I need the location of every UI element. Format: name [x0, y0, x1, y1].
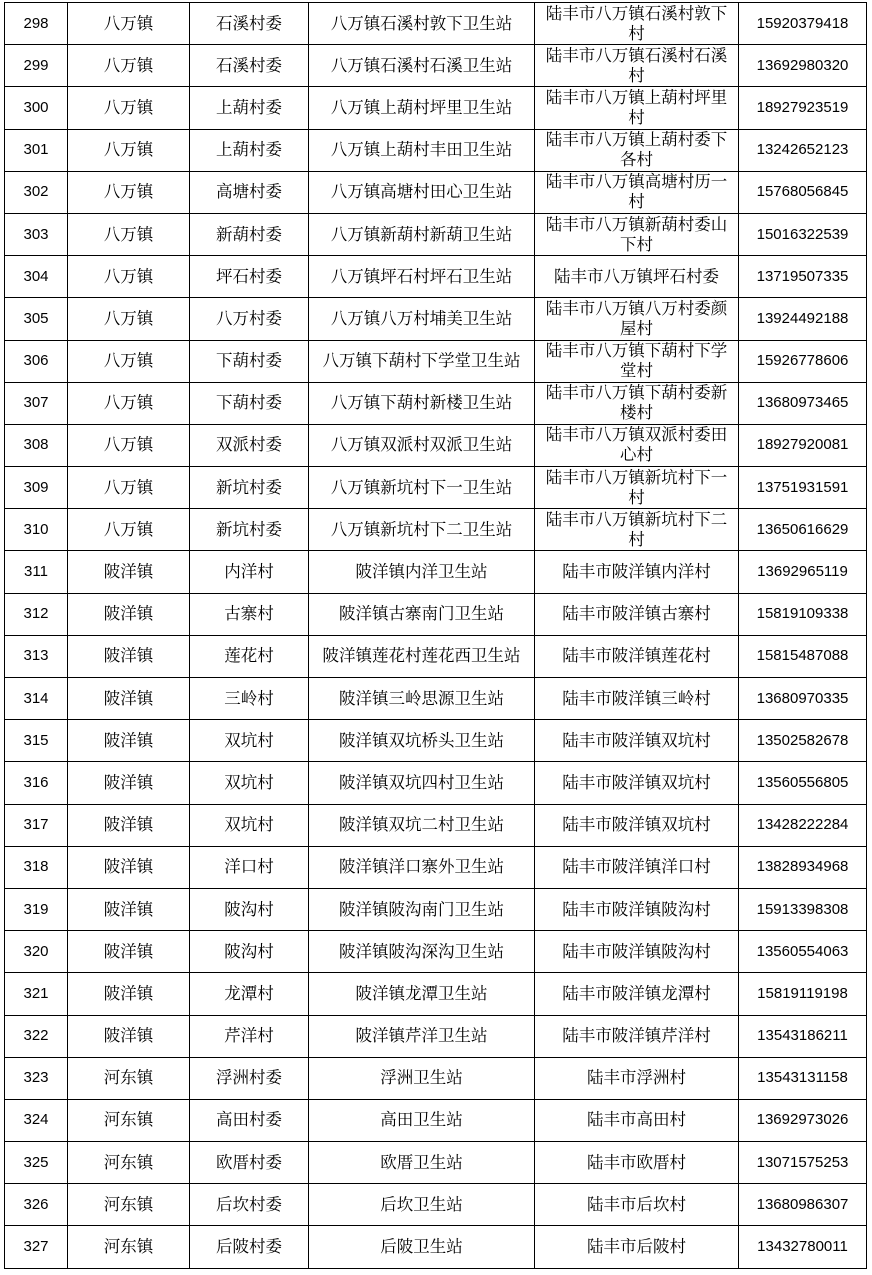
address-cell: 陆丰市八万镇上葫村坪里村	[535, 87, 739, 129]
phone-cell: 18927920081	[739, 424, 867, 466]
health-station-table	[4, 2, 867, 1269]
committee-cell: 新葫村委	[190, 213, 309, 255]
station-cell: 八万镇新坑村下二卫生站	[309, 509, 535, 551]
committee-cell: 芹洋村	[190, 1015, 309, 1057]
table-row	[5, 424, 867, 466]
committee-cell: 石溪村委	[190, 3, 309, 45]
committee-cell: 三岭村	[190, 678, 309, 720]
station-cell: 八万镇石溪村石溪卫生站	[309, 45, 535, 87]
town-cell: 八万镇	[68, 87, 190, 129]
committee-cell: 高田村委	[190, 1099, 309, 1141]
table-row	[5, 1057, 867, 1099]
town-cell: 八万镇	[68, 129, 190, 171]
row-number: 310	[5, 509, 68, 551]
town-cell: 八万镇	[68, 171, 190, 213]
phone-cell: 15016322539	[739, 213, 867, 255]
station-cell: 陂洋镇龙潭卫生站	[309, 973, 535, 1015]
town-cell: 陂洋镇	[68, 720, 190, 762]
table-row	[5, 720, 867, 762]
row-number: 320	[5, 931, 68, 973]
phone-cell: 13428222284	[739, 804, 867, 846]
address-cell: 陆丰市陂洋镇龙潭村	[535, 973, 739, 1015]
address-cell: 陆丰市陂洋镇陂沟村	[535, 888, 739, 930]
station-cell: 陂洋镇洋口寨外卫生站	[309, 846, 535, 888]
committee-cell: 八万村委	[190, 298, 309, 340]
station-cell: 陂洋镇内洋卫生站	[309, 551, 535, 593]
committee-cell: 高塘村委	[190, 171, 309, 213]
address-cell: 陆丰市陂洋镇莲花村	[535, 635, 739, 677]
town-cell: 陂洋镇	[68, 1015, 190, 1057]
address-cell: 陆丰市八万镇高塘村历一村	[535, 171, 739, 213]
station-cell: 后坎卫生站	[309, 1184, 535, 1226]
address-cell: 陆丰市高田村	[535, 1099, 739, 1141]
station-cell: 浮洲卫生站	[309, 1057, 535, 1099]
table-row	[5, 382, 867, 424]
table-row	[5, 846, 867, 888]
row-number: 318	[5, 846, 68, 888]
station-cell: 八万镇新葫村新葫卫生站	[309, 213, 535, 255]
station-cell: 八万镇八万村埔美卫生站	[309, 298, 535, 340]
address-cell: 陆丰市八万镇新坑村下一村	[535, 467, 739, 509]
committee-cell: 内洋村	[190, 551, 309, 593]
address-cell: 陆丰市陂洋镇双坑村	[535, 762, 739, 804]
table-row	[5, 171, 867, 213]
committee-cell: 陂沟村	[190, 931, 309, 973]
address-cell: 陆丰市陂洋镇洋口村	[535, 846, 739, 888]
table-row	[5, 1184, 867, 1226]
station-cell: 八万镇高塘村田心卫生站	[309, 171, 535, 213]
table-row	[5, 3, 867, 45]
table-row	[5, 635, 867, 677]
town-cell: 陂洋镇	[68, 762, 190, 804]
phone-cell: 13502582678	[739, 720, 867, 762]
town-cell: 陂洋镇	[68, 931, 190, 973]
committee-cell: 莲花村	[190, 635, 309, 677]
station-cell: 后陂卫生站	[309, 1226, 535, 1268]
town-cell: 八万镇	[68, 298, 190, 340]
town-cell: 陂洋镇	[68, 888, 190, 930]
station-cell: 陂洋镇双坑桥头卫生站	[309, 720, 535, 762]
row-number: 309	[5, 467, 68, 509]
table-body	[5, 3, 867, 1269]
row-number: 327	[5, 1226, 68, 1268]
address-cell: 陆丰市陂洋镇陂沟村	[535, 931, 739, 973]
phone-cell: 13650616629	[739, 509, 867, 551]
town-cell: 八万镇	[68, 3, 190, 45]
address-cell: 陆丰市陂洋镇芹洋村	[535, 1015, 739, 1057]
table-row	[5, 1015, 867, 1057]
table-row	[5, 1099, 867, 1141]
row-number: 298	[5, 3, 68, 45]
station-cell: 陂洋镇古寨南门卫生站	[309, 593, 535, 635]
row-number: 306	[5, 340, 68, 382]
committee-cell: 欧厝村委	[190, 1142, 309, 1184]
address-cell: 陆丰市陂洋镇古寨村	[535, 593, 739, 635]
phone-cell: 15768056845	[739, 171, 867, 213]
station-cell: 八万镇上葫村坪里卫生站	[309, 87, 535, 129]
town-cell: 陂洋镇	[68, 846, 190, 888]
station-cell: 陂洋镇陂沟南门卫生站	[309, 888, 535, 930]
address-cell: 陆丰市欧厝村	[535, 1142, 739, 1184]
table-row	[5, 467, 867, 509]
table-row	[5, 509, 867, 551]
row-number: 307	[5, 382, 68, 424]
committee-cell: 石溪村委	[190, 45, 309, 87]
table-row	[5, 888, 867, 930]
address-cell: 陆丰市陂洋镇三岭村	[535, 678, 739, 720]
phone-cell: 13751931591	[739, 467, 867, 509]
table-row	[5, 551, 867, 593]
row-number: 311	[5, 551, 68, 593]
committee-cell: 上葫村委	[190, 129, 309, 171]
station-cell: 高田卫生站	[309, 1099, 535, 1141]
table-row	[5, 213, 867, 255]
committee-cell: 新坑村委	[190, 509, 309, 551]
row-number: 323	[5, 1057, 68, 1099]
station-cell: 陂洋镇莲花村莲花西卫生站	[309, 635, 535, 677]
address-cell: 陆丰市八万镇石溪村石溪村	[535, 45, 739, 87]
phone-cell: 15920379418	[739, 3, 867, 45]
town-cell: 河东镇	[68, 1184, 190, 1226]
town-cell: 八万镇	[68, 340, 190, 382]
table-row	[5, 931, 867, 973]
table-row	[5, 298, 867, 340]
committee-cell: 后坎村委	[190, 1184, 309, 1226]
station-cell: 八万镇新坑村下一卫生站	[309, 467, 535, 509]
committee-cell: 双坑村	[190, 804, 309, 846]
town-cell: 八万镇	[68, 45, 190, 87]
row-number: 313	[5, 635, 68, 677]
table-row	[5, 804, 867, 846]
address-cell: 陆丰市八万镇八万村委颜屋村	[535, 298, 739, 340]
town-cell: 陂洋镇	[68, 804, 190, 846]
row-number: 315	[5, 720, 68, 762]
committee-cell: 陂沟村	[190, 888, 309, 930]
town-cell: 八万镇	[68, 213, 190, 255]
address-cell: 陆丰市八万镇双派村委田心村	[535, 424, 739, 466]
phone-cell: 13719507335	[739, 256, 867, 298]
committee-cell: 古寨村	[190, 593, 309, 635]
row-number: 308	[5, 424, 68, 466]
phone-cell: 13680970335	[739, 678, 867, 720]
town-cell: 陂洋镇	[68, 551, 190, 593]
address-cell: 陆丰市浮洲村	[535, 1057, 739, 1099]
address-cell: 陆丰市后坎村	[535, 1184, 739, 1226]
table-row	[5, 87, 867, 129]
row-number: 300	[5, 87, 68, 129]
row-number: 312	[5, 593, 68, 635]
row-number: 325	[5, 1142, 68, 1184]
phone-cell: 13071575253	[739, 1142, 867, 1184]
phone-cell: 13543186211	[739, 1015, 867, 1057]
row-number: 319	[5, 888, 68, 930]
phone-cell: 15815487088	[739, 635, 867, 677]
town-cell: 陂洋镇	[68, 593, 190, 635]
phone-cell: 13432780011	[739, 1226, 867, 1268]
station-cell: 陂洋镇陂沟深沟卫生站	[309, 931, 535, 973]
town-cell: 八万镇	[68, 467, 190, 509]
town-cell: 八万镇	[68, 424, 190, 466]
row-number: 302	[5, 171, 68, 213]
station-cell: 八万镇上葫村丰田卫生站	[309, 129, 535, 171]
station-cell: 陂洋镇芹洋卫生站	[309, 1015, 535, 1057]
address-cell: 陆丰市陂洋镇双坑村	[535, 720, 739, 762]
row-number: 317	[5, 804, 68, 846]
address-cell: 陆丰市陂洋镇内洋村	[535, 551, 739, 593]
address-cell: 陆丰市八万镇石溪村敦下村	[535, 3, 739, 45]
row-number: 303	[5, 213, 68, 255]
town-cell: 八万镇	[68, 509, 190, 551]
phone-cell: 13543131158	[739, 1057, 867, 1099]
town-cell: 陂洋镇	[68, 635, 190, 677]
phone-cell: 13924492188	[739, 298, 867, 340]
row-number: 305	[5, 298, 68, 340]
row-number: 316	[5, 762, 68, 804]
phone-cell: 15926778606	[739, 340, 867, 382]
station-cell: 八万镇下葫村新楼卫生站	[309, 382, 535, 424]
row-number: 321	[5, 973, 68, 1015]
phone-cell: 13692980320	[739, 45, 867, 87]
phone-cell: 13560556805	[739, 762, 867, 804]
table-row	[5, 1226, 867, 1268]
town-cell: 河东镇	[68, 1226, 190, 1268]
phone-cell: 13680973465	[739, 382, 867, 424]
committee-cell: 洋口村	[190, 846, 309, 888]
town-cell: 八万镇	[68, 256, 190, 298]
town-cell: 陂洋镇	[68, 973, 190, 1015]
row-number: 322	[5, 1015, 68, 1057]
phone-cell: 13692973026	[739, 1099, 867, 1141]
committee-cell: 浮洲村委	[190, 1057, 309, 1099]
committee-cell: 双派村委	[190, 424, 309, 466]
committee-cell: 下葫村委	[190, 382, 309, 424]
row-number: 314	[5, 678, 68, 720]
station-cell: 八万镇下葫村下学堂卫生站	[309, 340, 535, 382]
address-cell: 陆丰市后陂村	[535, 1226, 739, 1268]
row-number: 301	[5, 129, 68, 171]
station-cell: 陂洋镇三岭思源卫生站	[309, 678, 535, 720]
row-number: 324	[5, 1099, 68, 1141]
phone-cell: 13692965119	[739, 551, 867, 593]
committee-cell: 下葫村委	[190, 340, 309, 382]
committee-cell: 龙潭村	[190, 973, 309, 1015]
phone-cell: 18927923519	[739, 87, 867, 129]
table-row	[5, 762, 867, 804]
phone-cell: 13680986307	[739, 1184, 867, 1226]
station-cell: 八万镇石溪村敦下卫生站	[309, 3, 535, 45]
committee-cell: 上葫村委	[190, 87, 309, 129]
town-cell: 河东镇	[68, 1099, 190, 1141]
address-cell: 陆丰市八万镇下葫村下学堂村	[535, 340, 739, 382]
station-cell: 陂洋镇双坑四村卫生站	[309, 762, 535, 804]
address-cell: 陆丰市八万镇下葫村委新楼村	[535, 382, 739, 424]
phone-cell: 13560554063	[739, 931, 867, 973]
table-row	[5, 678, 867, 720]
table-row	[5, 256, 867, 298]
committee-cell: 新坑村委	[190, 467, 309, 509]
phone-cell: 13828934968	[739, 846, 867, 888]
address-cell: 陆丰市陂洋镇双坑村	[535, 804, 739, 846]
table-row	[5, 593, 867, 635]
phone-cell: 15819109338	[739, 593, 867, 635]
address-cell: 陆丰市八万镇新葫村委山下村	[535, 213, 739, 255]
table-row	[5, 1142, 867, 1184]
phone-cell: 13242652123	[739, 129, 867, 171]
committee-cell: 后陂村委	[190, 1226, 309, 1268]
station-cell: 陂洋镇双坑二村卫生站	[309, 804, 535, 846]
table-row	[5, 45, 867, 87]
station-cell: 欧厝卫生站	[309, 1142, 535, 1184]
town-cell: 八万镇	[68, 382, 190, 424]
row-number: 304	[5, 256, 68, 298]
station-cell: 八万镇坪石村坪石卫生站	[309, 256, 535, 298]
committee-cell: 双坑村	[190, 762, 309, 804]
address-cell: 陆丰市八万镇坪石村委	[535, 256, 739, 298]
row-number: 299	[5, 45, 68, 87]
station-cell: 八万镇双派村双派卫生站	[309, 424, 535, 466]
table-row	[5, 973, 867, 1015]
committee-cell: 双坑村	[190, 720, 309, 762]
address-cell: 陆丰市八万镇新坑村下二村	[535, 509, 739, 551]
row-number: 326	[5, 1184, 68, 1226]
table-row	[5, 129, 867, 171]
town-cell: 河东镇	[68, 1142, 190, 1184]
committee-cell: 坪石村委	[190, 256, 309, 298]
phone-cell: 15913398308	[739, 888, 867, 930]
town-cell: 陂洋镇	[68, 678, 190, 720]
address-cell: 陆丰市八万镇上葫村委下各村	[535, 129, 739, 171]
phone-cell: 15819119198	[739, 973, 867, 1015]
town-cell: 河东镇	[68, 1057, 190, 1099]
table-row	[5, 340, 867, 382]
